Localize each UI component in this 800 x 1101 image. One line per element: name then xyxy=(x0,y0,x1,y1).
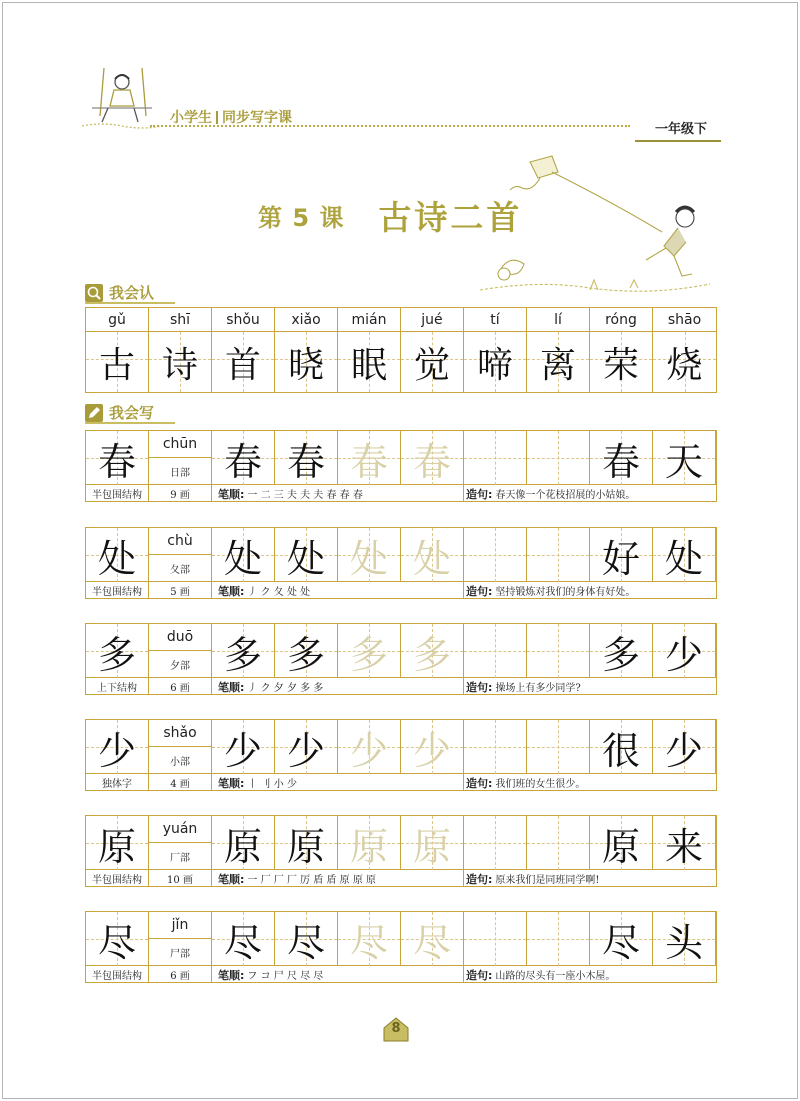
grid-guide-v xyxy=(558,528,559,582)
practice-cell[interactable] xyxy=(527,431,590,485)
stroke-order-label: 笔顺: xyxy=(218,968,245,982)
recognize-char-text: 烧 xyxy=(666,344,703,386)
header-series-b: 同步写字课 xyxy=(222,110,292,126)
copy-char-cell xyxy=(212,720,275,774)
trace-char-cell-text: 尽 xyxy=(412,920,451,965)
header-dotted-rule xyxy=(150,125,630,127)
stroke-order xyxy=(212,774,464,791)
stroke-order xyxy=(212,582,464,599)
char-structure: 半包围结构 xyxy=(86,582,149,599)
recognize-pinyin: xiǎo xyxy=(275,308,337,332)
copy-char-cell xyxy=(275,720,338,774)
char-info-cell xyxy=(149,912,212,966)
copy-char-cell-text: 多 xyxy=(286,632,325,677)
write-grid-row xyxy=(86,431,716,485)
recognize-char-text: 啼 xyxy=(476,344,513,386)
stroke-order-label: 笔顺: xyxy=(218,584,245,598)
write-block xyxy=(85,623,717,695)
example-sentence xyxy=(464,966,716,983)
trace-char-cell[interactable] xyxy=(401,431,464,485)
stroke-order xyxy=(212,678,464,695)
recognize-char xyxy=(275,332,337,392)
grid-guide-v xyxy=(558,431,559,485)
char-info-cell xyxy=(149,431,212,485)
char-detail-row xyxy=(86,485,716,502)
copy-char-cell xyxy=(275,816,338,870)
char-pinyin: jǐn xyxy=(149,912,211,939)
grid-guide-v xyxy=(558,912,559,966)
recognize-char xyxy=(653,332,716,392)
stroke-order-value: 一 厂 厂 厂 厉 盾 盾 原 原 原 xyxy=(247,875,377,886)
section-write-label: 我会写 xyxy=(109,404,155,422)
grid-guide-v xyxy=(495,528,496,582)
recognize-char-text: 离 xyxy=(539,344,576,386)
write-block xyxy=(85,815,717,887)
sentence-label: 造句: xyxy=(466,872,493,886)
practice-cell[interactable] xyxy=(464,528,527,582)
word-char-cell-text: 春 xyxy=(601,439,640,484)
write-grid-row xyxy=(86,912,716,966)
swing-girl-illustration xyxy=(82,66,162,138)
recognize-cell xyxy=(86,308,149,392)
model-char-cell-text: 尽 xyxy=(97,920,136,965)
word-char-cell-text: 少 xyxy=(664,632,703,677)
word-char-cell xyxy=(653,912,716,966)
recognize-char xyxy=(464,332,526,392)
recognize-cell xyxy=(401,308,464,392)
sentence-value: 原来我们是同班同学啊! xyxy=(495,875,600,886)
write-grid-row xyxy=(86,624,716,678)
word-char-cell xyxy=(590,912,653,966)
practice-cell[interactable] xyxy=(527,528,590,582)
trace-char-cell[interactable] xyxy=(338,720,401,774)
trace-char-cell-text: 尽 xyxy=(349,920,388,965)
recognize-cell xyxy=(212,308,275,392)
char-stroke-count: 6 画 xyxy=(149,678,212,695)
char-detail-row xyxy=(86,870,716,887)
trace-char-cell[interactable] xyxy=(338,528,401,582)
char-pinyin: shǎo xyxy=(149,720,211,747)
char-structure: 独体字 xyxy=(86,774,149,791)
char-stroke-count: 4 画 xyxy=(149,774,212,791)
recognize-char xyxy=(590,332,652,392)
char-info-cell xyxy=(149,720,212,774)
char-pinyin: duō xyxy=(149,624,211,651)
grid-guide-v xyxy=(495,912,496,966)
copy-char-cell xyxy=(275,912,338,966)
trace-char-cell-text: 少 xyxy=(349,728,388,773)
sentence-label: 造句: xyxy=(466,680,493,694)
trace-char-cell[interactable] xyxy=(401,720,464,774)
magnifier-icon xyxy=(85,284,103,302)
header-series xyxy=(170,107,292,127)
sentence-value: 山路的尽头有一座小木屋。 xyxy=(495,971,616,982)
example-sentence xyxy=(464,582,716,599)
trace-char-cell[interactable] xyxy=(401,528,464,582)
word-char-cell-text: 头 xyxy=(664,920,703,965)
trace-char-cell[interactable] xyxy=(401,624,464,678)
recognize-char-text: 荣 xyxy=(602,344,639,386)
write-block xyxy=(85,430,717,502)
write-block xyxy=(85,719,717,791)
trace-char-cell[interactable] xyxy=(338,431,401,485)
recognize-cell xyxy=(653,308,716,392)
model-char-cell-text: 处 xyxy=(97,536,136,581)
char-info-cell xyxy=(149,624,212,678)
page-number-badge xyxy=(381,1016,411,1042)
char-radical: 厂部 xyxy=(170,853,190,864)
recognize-char-text: 觉 xyxy=(413,344,450,386)
word-char-cell xyxy=(653,816,716,870)
char-detail-row xyxy=(86,774,716,791)
model-char-cell-text: 多 xyxy=(97,632,136,677)
word-char-cell xyxy=(590,431,653,485)
trace-char-cell[interactable] xyxy=(401,912,464,966)
model-char-cell xyxy=(86,912,149,966)
grid-guide-v xyxy=(558,624,559,678)
practice-cell[interactable] xyxy=(464,816,527,870)
copy-char-cell-text: 原 xyxy=(286,824,325,869)
word-char-cell-text: 天 xyxy=(664,439,703,484)
write-grid-row xyxy=(86,816,716,870)
model-char-cell-text: 春 xyxy=(97,439,136,484)
section-recognize-label: 我会认 xyxy=(109,284,155,302)
trace-char-cell-text: 处 xyxy=(412,536,451,581)
word-char-cell-text: 很 xyxy=(601,728,640,773)
header-separator xyxy=(216,111,218,124)
trace-char-cell-text: 多 xyxy=(349,632,388,677)
sentence-label: 造句: xyxy=(466,776,493,790)
word-char-cell xyxy=(653,528,716,582)
stroke-order-value: 丿 ク 夂 处 处 xyxy=(247,587,311,598)
grid-guide-v xyxy=(495,431,496,485)
stroke-order-value: 丨 刂 小 少 xyxy=(247,779,297,790)
copy-char-cell-text: 少 xyxy=(286,728,325,773)
recognize-pinyin: róng xyxy=(590,308,652,332)
copy-char-cell xyxy=(212,912,275,966)
lesson-title: 古诗二首 xyxy=(378,198,523,237)
grid-guide-v xyxy=(558,720,559,774)
stroke-order xyxy=(212,966,464,983)
copy-char-cell-text: 春 xyxy=(286,439,325,484)
trace-char-cell-text: 少 xyxy=(412,728,451,773)
recognize-char-text: 眠 xyxy=(350,344,387,386)
lesson-title-row xyxy=(258,192,522,239)
section-recognize-header xyxy=(85,282,154,303)
stroke-order-label: 笔顺: xyxy=(218,776,245,790)
model-char-cell xyxy=(86,431,149,485)
example-sentence xyxy=(464,774,716,791)
trace-char-cell-text: 处 xyxy=(349,536,388,581)
char-stroke-count: 10 画 xyxy=(149,870,212,887)
copy-char-cell xyxy=(212,624,275,678)
recognize-cell xyxy=(464,308,527,392)
char-structure: 半包围结构 xyxy=(86,485,149,502)
stroke-order-value: 丿 ク 夕 夕 多 多 xyxy=(247,683,324,694)
word-char-cell-text: 尽 xyxy=(601,920,640,965)
section-write-header xyxy=(85,402,154,423)
pencil-icon xyxy=(85,404,103,422)
page-number: 8 xyxy=(391,1021,401,1036)
copy-char-cell xyxy=(212,528,275,582)
recognize-pinyin: mián xyxy=(338,308,400,332)
example-sentence xyxy=(464,678,716,695)
recognize-cell xyxy=(149,308,212,392)
practice-cell[interactable] xyxy=(464,912,527,966)
grade-label: 一年级下 xyxy=(655,122,708,137)
grid-guide-v xyxy=(495,720,496,774)
recognize-pinyin: lí xyxy=(527,308,589,332)
char-structure: 半包围结构 xyxy=(86,870,149,887)
practice-cell[interactable] xyxy=(464,720,527,774)
section-write-underline xyxy=(85,422,175,424)
trace-char-cell[interactable] xyxy=(338,816,401,870)
sentence-value: 操场上有多少同学? xyxy=(495,683,581,694)
copy-char-cell xyxy=(275,528,338,582)
write-grid-row xyxy=(86,720,716,774)
header-series-a: 小学生 xyxy=(170,110,212,126)
model-char-cell-text: 原 xyxy=(97,824,136,869)
sentence-label: 造句: xyxy=(466,968,493,982)
practice-cell[interactable] xyxy=(527,624,590,678)
recognize-cell xyxy=(590,308,653,392)
char-structure: 上下结构 xyxy=(86,678,149,695)
word-char-cell-text: 原 xyxy=(601,824,640,869)
char-radical: 夕部 xyxy=(170,661,190,672)
word-char-cell-text: 来 xyxy=(664,824,703,869)
write-block xyxy=(85,911,717,983)
char-stroke-count: 5 画 xyxy=(149,582,212,599)
char-stroke-count: 6 画 xyxy=(149,966,212,983)
model-char-cell xyxy=(86,624,149,678)
write-block xyxy=(85,527,717,599)
model-char-cell xyxy=(86,528,149,582)
word-char-cell xyxy=(590,624,653,678)
word-char-cell xyxy=(653,431,716,485)
trace-char-cell-text: 春 xyxy=(349,439,388,484)
write-grid-row xyxy=(86,528,716,582)
recognize-char xyxy=(212,332,274,392)
sentence-value: 坚持锻炼对我们的身体有好处。 xyxy=(495,587,636,598)
example-sentence xyxy=(464,485,716,502)
recognize-pinyin: shī xyxy=(149,308,211,332)
sentence-value: 我们班的女生很少。 xyxy=(495,779,586,790)
char-info-cell xyxy=(149,816,212,870)
stroke-order xyxy=(212,485,464,502)
recognize-cell xyxy=(275,308,338,392)
copy-char-cell-text: 处 xyxy=(286,536,325,581)
practice-cell[interactable] xyxy=(527,816,590,870)
trace-char-cell[interactable] xyxy=(338,912,401,966)
char-info-cell xyxy=(149,528,212,582)
copy-char-cell-text: 春 xyxy=(223,439,262,484)
recognize-char xyxy=(401,332,463,392)
copy-char-cell-text: 少 xyxy=(223,728,262,773)
recognize-char-text: 古 xyxy=(98,344,135,386)
grid-guide-v xyxy=(495,816,496,870)
practice-cell[interactable] xyxy=(527,720,590,774)
char-radical: 尸部 xyxy=(170,949,190,960)
recognize-char xyxy=(338,332,400,392)
copy-char-cell xyxy=(275,624,338,678)
char-radical: 日部 xyxy=(170,468,190,479)
practice-cell[interactable] xyxy=(464,624,527,678)
grid-guide-v xyxy=(495,624,496,678)
recognize-char-text: 晓 xyxy=(287,344,324,386)
word-char-cell xyxy=(590,528,653,582)
trace-char-cell-text: 多 xyxy=(412,632,451,677)
word-char-cell xyxy=(653,624,716,678)
practice-cell[interactable] xyxy=(464,431,527,485)
recognize-pinyin: tí xyxy=(464,308,526,332)
word-char-cell xyxy=(590,816,653,870)
char-detail-row xyxy=(86,678,716,695)
recognize-char xyxy=(149,332,211,392)
copy-char-cell xyxy=(212,816,275,870)
trace-char-cell-text: 春 xyxy=(412,439,451,484)
recognize-char xyxy=(527,332,589,392)
grade-underline xyxy=(635,140,721,142)
trace-char-cell[interactable] xyxy=(338,624,401,678)
word-char-cell-text: 少 xyxy=(664,728,703,773)
char-detail-row xyxy=(86,582,716,599)
section-recognize-underline xyxy=(85,302,175,304)
word-char-cell-text: 处 xyxy=(664,536,703,581)
trace-char-cell[interactable] xyxy=(401,816,464,870)
recognize-pinyin: jué xyxy=(401,308,463,332)
sentence-label: 造句: xyxy=(466,584,493,598)
copy-char-cell-text: 多 xyxy=(223,632,262,677)
example-sentence xyxy=(464,870,716,887)
word-char-cell-text: 好 xyxy=(601,536,640,581)
recognize-char-text: 诗 xyxy=(161,344,198,386)
recognize-cell xyxy=(527,308,590,392)
model-char-cell-text: 少 xyxy=(97,728,136,773)
recognize-pinyin: gǔ xyxy=(86,308,148,332)
word-char-cell xyxy=(590,720,653,774)
recognize-char xyxy=(86,332,148,392)
sentence-value: 春天像一个花枝招展的小姑娘。 xyxy=(495,490,636,501)
practice-cell[interactable] xyxy=(527,912,590,966)
word-char-cell-text: 多 xyxy=(601,632,640,677)
char-detail-row xyxy=(86,966,716,983)
recognize-char-text: 首 xyxy=(224,344,261,386)
copy-char-cell xyxy=(275,431,338,485)
stroke-order xyxy=(212,870,464,887)
stroke-order-label: 笔顺: xyxy=(218,872,245,886)
lesson-number: 第 5 课 xyxy=(258,204,345,232)
char-radical: 小部 xyxy=(170,757,190,768)
recognize-pinyin: shǒu xyxy=(212,308,274,332)
sentence-label: 造句: xyxy=(466,487,493,501)
model-char-cell xyxy=(86,720,149,774)
char-pinyin: chūn xyxy=(149,431,211,458)
recognize-cell xyxy=(338,308,401,392)
char-structure: 半包围结构 xyxy=(86,966,149,983)
char-pinyin: yuán xyxy=(149,816,211,843)
copy-char-cell-text: 原 xyxy=(223,824,262,869)
stroke-order-label: 笔顺: xyxy=(218,680,245,694)
model-char-cell xyxy=(86,816,149,870)
char-pinyin: chù xyxy=(149,528,211,555)
copy-char-cell-text: 尽 xyxy=(286,920,325,965)
grid-guide-v xyxy=(558,816,559,870)
stroke-order-label: 笔顺: xyxy=(218,487,245,501)
trace-char-cell-text: 原 xyxy=(412,824,451,869)
stroke-order-value: フ コ 尸 尺 尽 尽 xyxy=(247,971,324,982)
word-char-cell xyxy=(653,720,716,774)
copy-char-cell-text: 尽 xyxy=(223,920,262,965)
copy-char-cell xyxy=(212,431,275,485)
copy-char-cell-text: 处 xyxy=(223,536,262,581)
stroke-order-value: 一 二 三 夫 夫 夫 春 春 春 xyxy=(247,490,363,501)
recognize-table xyxy=(85,307,717,393)
trace-char-cell-text: 原 xyxy=(349,824,388,869)
char-stroke-count: 9 画 xyxy=(149,485,212,502)
recognize-pinyin: shāo xyxy=(653,308,716,332)
char-radical: 夂部 xyxy=(170,565,190,576)
